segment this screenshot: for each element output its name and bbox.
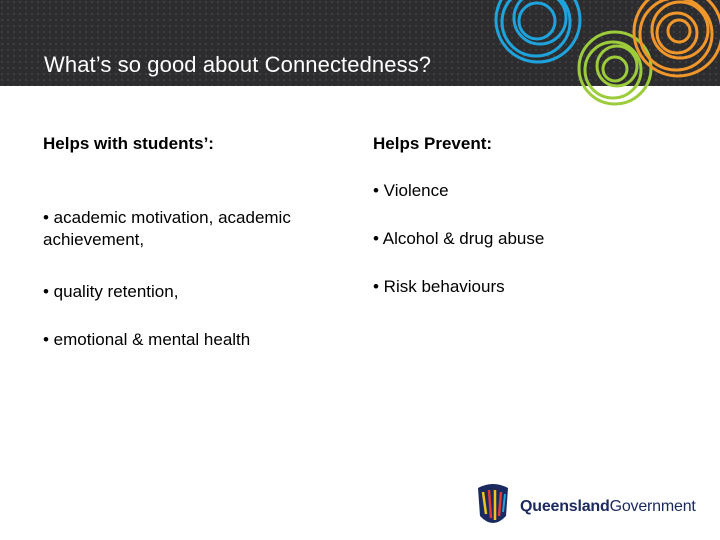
right-bullet-3: • Risk behaviours [373,277,505,296]
logo-wordmark [520,498,696,516]
orange-circle [634,0,720,76]
queensland-government-logo [470,482,696,532]
left-column-heading: Helps with students’: [43,134,214,153]
scribble-circles-decoration [460,0,720,110]
blue-circle [496,0,580,62]
logo-wordmark-bold: Queensland [520,498,610,515]
coat-of-arms-icon [470,482,516,532]
slide-title: What’s so good about Connectedness? [44,52,432,77]
left-bullet-2: • quality retention, [43,282,179,301]
right-bullet-1: • Violence [373,181,449,200]
logo-wordmark-regular: Government [609,498,696,515]
right-column-heading: Helps Prevent: [373,134,493,153]
left-bullet-3: • emotional & mental health [43,330,251,349]
right-bullet-2: • Alcohol & drug abuse [373,229,545,248]
left-bullet-1: • academic motivation, academic achievement, [43,208,291,249]
